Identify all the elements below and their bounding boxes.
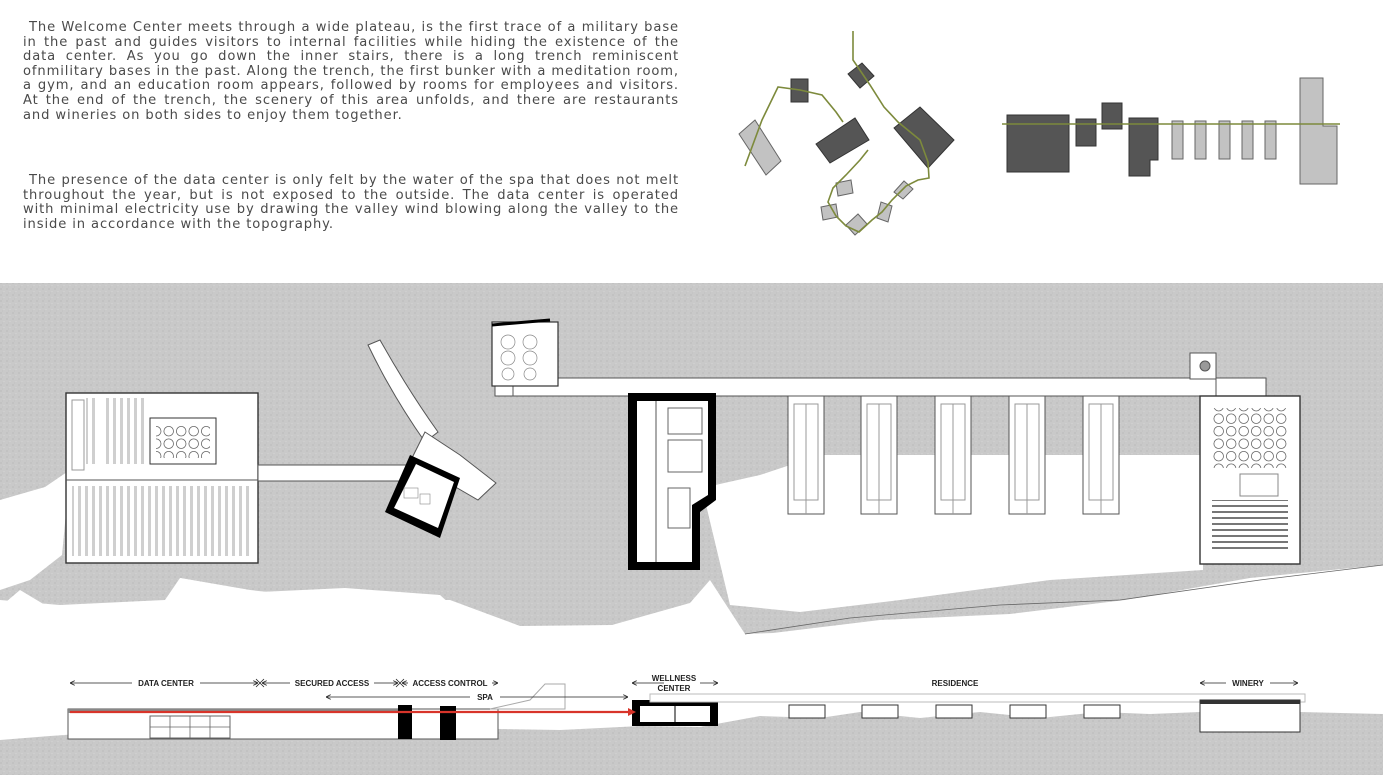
label-access-control: ACCESS CONTROL (412, 679, 488, 688)
label-wellness-center-line2: CENTER (657, 684, 691, 693)
label-spa: SPA (477, 693, 493, 702)
label-winery: WINERY (1232, 679, 1264, 688)
label-wellness-center-line1: WELLNESS (651, 674, 697, 683)
description-paragraph-1: The Welcome Center meets through a wide plateau, is the first trace of a military base in the past and guides visitors to internal facilities while hiding the existence of the data center. As you go down the inner stairs, there is a long trench reminiscent ofnmilitary bases in the past. Along the trench, the first bunker with a meditation room, a gym, and an education room appears, followed by rooms for employees and visitors. At the end of the trench, the scenery of this area unfolds, and there are restaurants and wineries on both sides to enjoy them together. (23, 20, 679, 123)
concept-diagram-scattered (739, 31, 954, 235)
label-secured-access: SECURED ACCESS (294, 679, 370, 688)
description-paragraph-2: The presence of the data center is only felt by the water of the spa that does not melt throughout the year, but is not exposed to the outside. The data center is operated with minimal electricity use by drawing the valley wind blowing along the valley to the inside in accordance with the topography. (23, 173, 679, 232)
concept-diagram-linear (1002, 78, 1340, 184)
site-plan (0, 283, 1383, 655)
label-data-center: DATA CENTER (138, 679, 194, 688)
building-section (0, 674, 1383, 775)
label-residence: RESIDENCE (931, 679, 979, 688)
